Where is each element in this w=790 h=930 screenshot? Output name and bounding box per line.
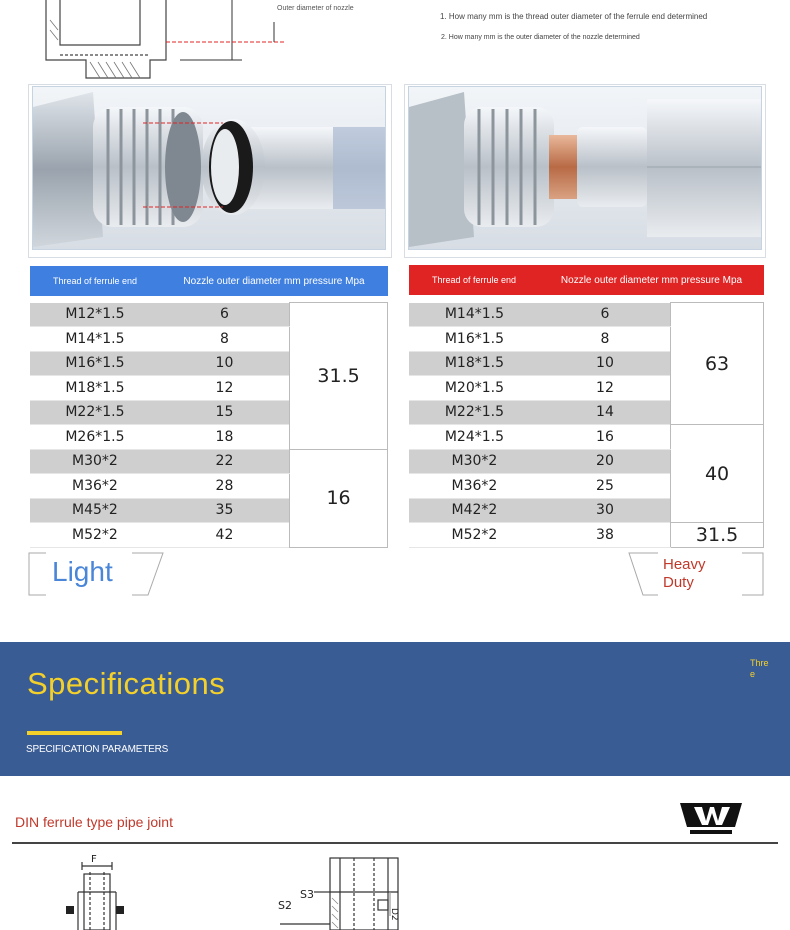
light-table-header bbox=[30, 266, 388, 296]
table-row bbox=[30, 449, 388, 474]
table-row bbox=[409, 523, 764, 548]
label-d2: D2 bbox=[389, 908, 399, 921]
heavy-fitting-illustration bbox=[409, 87, 761, 249]
thread-cell: M18*1.5 bbox=[409, 351, 540, 376]
nozzle-cell: 10 bbox=[540, 351, 671, 376]
pressure-cell: 63 bbox=[671, 303, 764, 425]
table-row bbox=[30, 303, 388, 327]
heavy-fitting-photo bbox=[408, 86, 762, 250]
nozzle-cell: 35 bbox=[160, 498, 290, 523]
nozzle-cell: 12 bbox=[160, 376, 290, 401]
din-section-title: DIN ferrule type pipe joint bbox=[15, 814, 173, 830]
pressure-cell: 31.5 bbox=[290, 303, 388, 450]
section-divider bbox=[12, 842, 778, 844]
thread-cell: M16*1.5 bbox=[30, 351, 160, 376]
title-underline bbox=[27, 731, 122, 735]
light-fitting-photo bbox=[32, 86, 386, 250]
light-spec-table bbox=[30, 302, 388, 548]
label-s2: S2 bbox=[278, 899, 292, 912]
nozzle-cell: 14 bbox=[540, 400, 671, 425]
nozzle-diameter-note: Outer diameter of nozzle bbox=[277, 5, 354, 12]
nozzle-cell: 28 bbox=[160, 474, 290, 499]
table-row bbox=[409, 303, 764, 327]
thread-cell: M18*1.5 bbox=[30, 376, 160, 401]
heavy-table-header bbox=[409, 265, 764, 295]
nozzle-cell: 12 bbox=[540, 376, 671, 401]
nozzle-cell: 25 bbox=[540, 474, 671, 499]
nozzle-cell: 6 bbox=[540, 303, 671, 327]
thread-cell: M14*1.5 bbox=[30, 327, 160, 352]
specifications-title: Specifications bbox=[27, 666, 226, 701]
question-1: 1. How many mm is the thread outer diameter of the ferrule end determined bbox=[440, 12, 708, 21]
nozzle-cell: 8 bbox=[540, 327, 671, 352]
thread-cell: M36*2 bbox=[409, 474, 540, 499]
pressure-cell: 40 bbox=[671, 425, 764, 523]
heavy-tag: Heavy Duty bbox=[663, 556, 706, 591]
nozzle-cell: 8 bbox=[160, 327, 290, 352]
din-fitting-drawing-1 bbox=[60, 852, 140, 930]
light-fitting-illustration bbox=[33, 87, 385, 249]
thread-cell: M20*1.5 bbox=[409, 376, 540, 401]
thread-cell: M42*2 bbox=[409, 498, 540, 523]
light-tag: Light bbox=[52, 556, 113, 587]
thread-cell: M24*1.5 bbox=[409, 425, 540, 450]
label-f: F bbox=[91, 854, 97, 865]
nozzle-cell: 15 bbox=[160, 400, 290, 425]
nozzle-cell: 38 bbox=[540, 523, 671, 548]
thread-cell: M22*1.5 bbox=[30, 400, 160, 425]
question-2: 2. How many mm is the outer diameter of the nozzle determined bbox=[441, 34, 640, 41]
banner-side-label: Three bbox=[750, 658, 769, 679]
thread-cell: M12*1.5 bbox=[30, 303, 160, 327]
light-header-nozzle: Nozzle outer diameter mm pressure Mpa bbox=[183, 275, 365, 287]
nozzle-cell: 16 bbox=[540, 425, 671, 450]
pressure-cell: 31.5 bbox=[671, 523, 764, 548]
thread-cell: M22*1.5 bbox=[409, 400, 540, 425]
din-fitting-drawing-2 bbox=[270, 852, 410, 930]
brand-logo-icon bbox=[680, 803, 742, 837]
table-row bbox=[409, 425, 764, 450]
thread-cell: M30*2 bbox=[409, 449, 540, 474]
nozzle-cell: 42 bbox=[160, 523, 290, 548]
specifications-banner bbox=[0, 642, 790, 776]
heavy-header-thread: Thread of ferrule end bbox=[431, 275, 517, 285]
thread-cell: M36*2 bbox=[30, 474, 160, 499]
thread-cell: M52*2 bbox=[409, 523, 540, 548]
nozzle-cell: 6 bbox=[160, 303, 290, 327]
thread-cell: M52*2 bbox=[30, 523, 160, 548]
fitting-cross-section-drawing bbox=[40, 0, 290, 80]
thread-cell: M45*2 bbox=[30, 498, 160, 523]
label-s3: S3 bbox=[300, 888, 314, 901]
nozzle-cell: 30 bbox=[540, 498, 671, 523]
pressure-cell: 16 bbox=[290, 449, 388, 547]
nozzle-cell: 20 bbox=[540, 449, 671, 474]
heavy-spec-table bbox=[409, 302, 764, 548]
nozzle-cell: 22 bbox=[160, 449, 290, 474]
heavy-header-nozzle: Nozzle outer diameter mm pressure Mpa bbox=[560, 274, 743, 286]
nozzle-cell: 18 bbox=[160, 425, 290, 450]
light-header-thread: Thread of ferrule end bbox=[52, 276, 138, 286]
thread-cell: M30*2 bbox=[30, 449, 160, 474]
thread-cell: M26*1.5 bbox=[30, 425, 160, 450]
specifications-subtitle: SPECIFICATION PARAMETERS bbox=[26, 744, 169, 755]
thread-cell: M14*1.5 bbox=[409, 303, 540, 327]
thread-cell: M16*1.5 bbox=[409, 327, 540, 352]
nozzle-cell: 10 bbox=[160, 351, 290, 376]
